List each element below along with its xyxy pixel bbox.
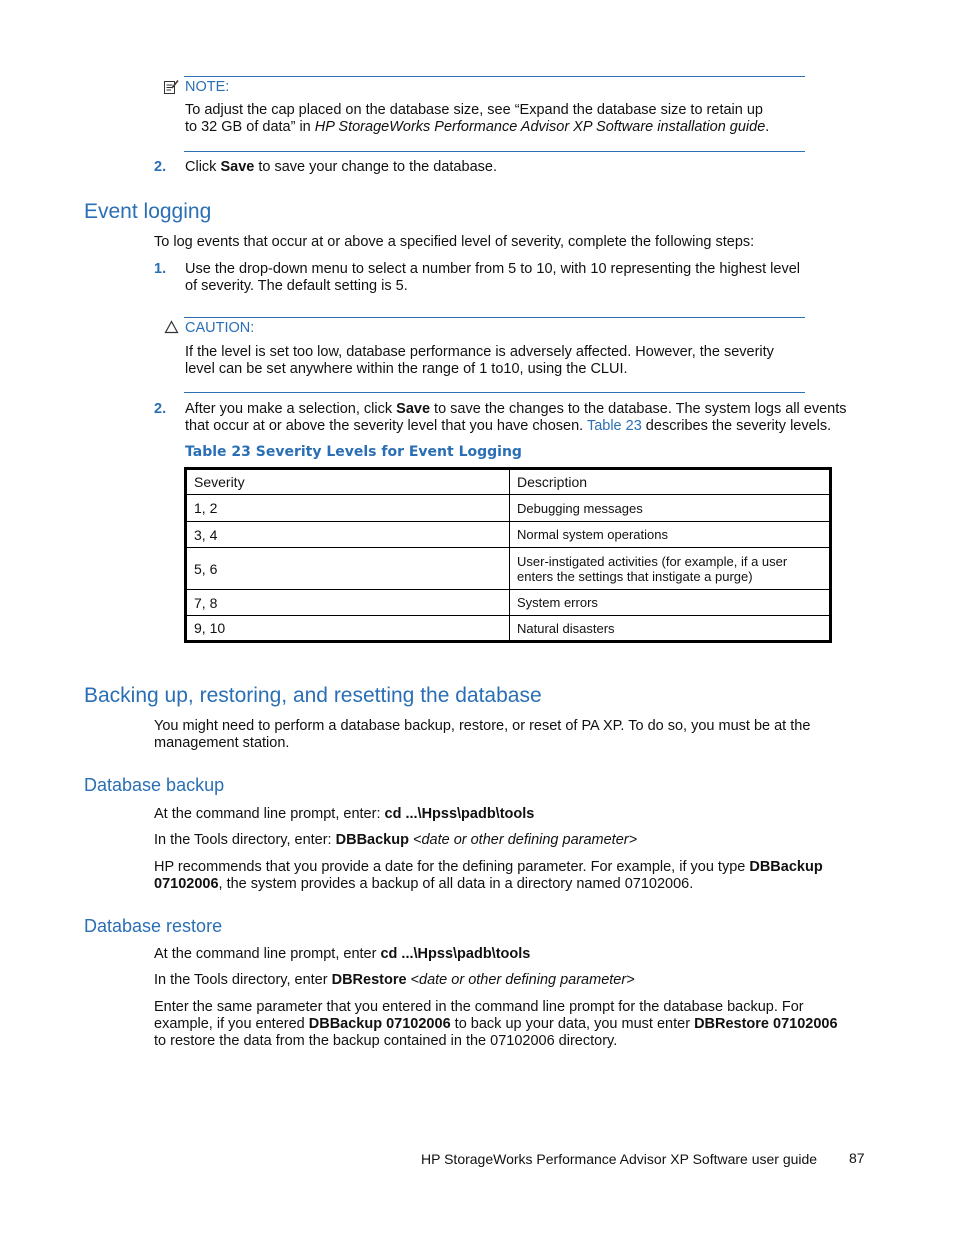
header-description: Description (510, 469, 831, 495)
table-title: Table 23 Severity Levels for Event Logging (185, 444, 522, 460)
restore-p3-line-2 (154, 1016, 874, 1033)
description-cell: Natural disasters (510, 616, 831, 642)
page-number: 87 (849, 1150, 865, 1166)
description-cell: Normal system operations (510, 522, 831, 548)
severity-table (184, 467, 832, 643)
backup-p3-line-2-suffix: , the system provides a backup of all data in a directory named 07102006. (218, 876, 694, 892)
step-2a-suffix: to save your change to the database. (254, 159, 497, 175)
severity-cell: 5, 6 (186, 548, 510, 590)
restore-p3-line-3: to restore the data from the backup contained in the 07102006 directory. (154, 1033, 618, 1049)
severity-table-body (186, 469, 831, 642)
database-backup-heading: Database backup (84, 775, 225, 795)
restore-p2-param: <date or other defining parameter> (406, 972, 635, 988)
step-1-number: 1. (154, 261, 167, 277)
restore-p3-line-2-prefix: example, if you entered (154, 1016, 309, 1032)
backup-p3-line-1-bold: DBBackup (749, 859, 823, 875)
table-row (186, 616, 831, 642)
backup-p3-line-2-bold: 07102006 (154, 876, 219, 892)
step-2b-text (185, 401, 885, 435)
backup-p1-prefix: At the command line prompt, enter: (154, 806, 385, 822)
backup-p3-line-1-prefix: HP recommends that you provide a date for the defining parameter. For example, if you type (154, 859, 750, 875)
step-2b-line-1-prefix: After you make a selection, click (185, 401, 397, 417)
restore-p3-line-2-mid: to back up your data, you must enter (450, 1016, 695, 1032)
backup-section-heading: Backing up, restoring, and resetting the database (84, 684, 542, 707)
install-guide-title: HP StorageWorks Performance Advisor XP Software installation guide (314, 119, 766, 135)
header-severity: Severity (186, 469, 510, 495)
caution-line-1: If the level is set too low, database performance is adversely affected. However, the severity (185, 344, 774, 360)
note-line-1: To adjust the cap placed on the database size, see “Expand the database size to retain up (185, 102, 763, 118)
backup-intro-line-1: You might need to perform a database backup, restore, or reset of PA XP. To do so, you must be at the (154, 718, 811, 734)
backup-p3-line-2 (154, 876, 874, 893)
backup-section-intro (154, 718, 874, 752)
step-2b-line-1 (185, 401, 885, 418)
restore-p2 (154, 972, 635, 989)
restore-p2-command: DBRestore (331, 972, 407, 988)
table-row (186, 495, 831, 522)
table-23-link[interactable]: Table 23 (586, 418, 642, 434)
description-cell: System errors (510, 590, 831, 616)
step-2a-text (185, 159, 497, 176)
restore-p3-line-1: Enter the same parameter that you entered in the command line prompt for the database backup. For (154, 999, 804, 1015)
table-row (186, 522, 831, 548)
database-restore-heading: Database restore (84, 916, 223, 936)
restore-p3 (154, 999, 874, 1050)
severity-cell: 3, 4 (186, 522, 510, 548)
description-cell: Debugging messages (510, 495, 831, 522)
step-1-line-1: Use the drop-down menu to select a number from 5 to 10, with 10 representing the highest level (185, 261, 800, 277)
caution-text (185, 344, 805, 378)
backup-p3-line-1 (154, 859, 874, 876)
note-line-2-prefix: to 32 GB of data” in (185, 119, 315, 135)
restore-p1-prefix: At the command line prompt, enter (154, 946, 381, 962)
caution-top-rule (184, 317, 805, 318)
step-2b-line-2 (185, 418, 885, 435)
step-2b-save: Save (396, 401, 431, 417)
step-2b-line-2-prefix: that occur at or above the severity level that you have chosen. (185, 418, 587, 434)
step-2b-number: 2. (154, 401, 167, 417)
restore-p1-command: cd ...\Hpss\padb\tools (380, 946, 531, 962)
step-1-text (185, 261, 885, 295)
note-text (185, 102, 805, 136)
caution-icon (164, 320, 179, 334)
table-row (186, 590, 831, 616)
note-line-2-suffix: . (765, 119, 770, 135)
note-icon (163, 79, 179, 95)
note-bottom-rule (184, 151, 805, 152)
footer-title: HP StorageWorks Performance Advisor XP Software user guide (421, 1151, 818, 1167)
note-top-rule (184, 76, 805, 77)
description-cell: User-instigated activities (for example, if a user enters the settings that instigate a purge) (510, 548, 831, 590)
note-label: NOTE: (185, 79, 230, 95)
caution-bottom-rule (184, 392, 805, 393)
backup-p2-prefix: In the Tools directory, enter: (154, 832, 336, 848)
restore-p3-line-2-bold-1: DBBackup 07102006 (308, 1016, 451, 1032)
backup-p1-command: cd ...\Hpss\padb\tools (384, 806, 535, 822)
step-2a-save: Save (220, 159, 255, 175)
restore-p2-prefix: In the Tools directory, enter (154, 972, 332, 988)
restore-p3-line-2-bold-2: DBRestore 07102006 (694, 1016, 838, 1032)
step-1-line-2: of severity. The default setting is 5. (185, 278, 408, 294)
severity-cell: 1, 2 (186, 495, 510, 522)
severity-cell: 7, 8 (186, 590, 510, 616)
backup-p2-param: <date or other defining parameter> (408, 832, 638, 848)
caution-label: CAUTION: (185, 320, 255, 336)
restore-p1 (154, 946, 530, 963)
step-2b-line-2-suffix: describes the severity levels. (641, 418, 832, 434)
backup-intro-line-2: management station. (154, 735, 290, 751)
step-2a-number: 2. (154, 159, 167, 175)
backup-p3 (154, 859, 874, 893)
event-logging-intro: To log events that occur at or above a specified level of severity, complete the following steps: (154, 234, 755, 250)
note-line-2 (185, 119, 805, 136)
caution-line-2: level can be set anywhere within the range of 1 to10, using the CLUI. (185, 361, 628, 377)
backup-p2-command: DBBackup (335, 832, 409, 848)
step-2b-line-1-suffix: to save the changes to the database. The system logs all events (430, 401, 847, 417)
backup-p2 (154, 832, 637, 849)
table-row (186, 548, 831, 590)
backup-p1 (154, 806, 534, 823)
table-header-row (186, 469, 831, 495)
event-logging-heading: Event logging (84, 200, 212, 223)
step-2a-prefix: Click (185, 159, 221, 175)
severity-cell: 9, 10 (186, 616, 510, 642)
